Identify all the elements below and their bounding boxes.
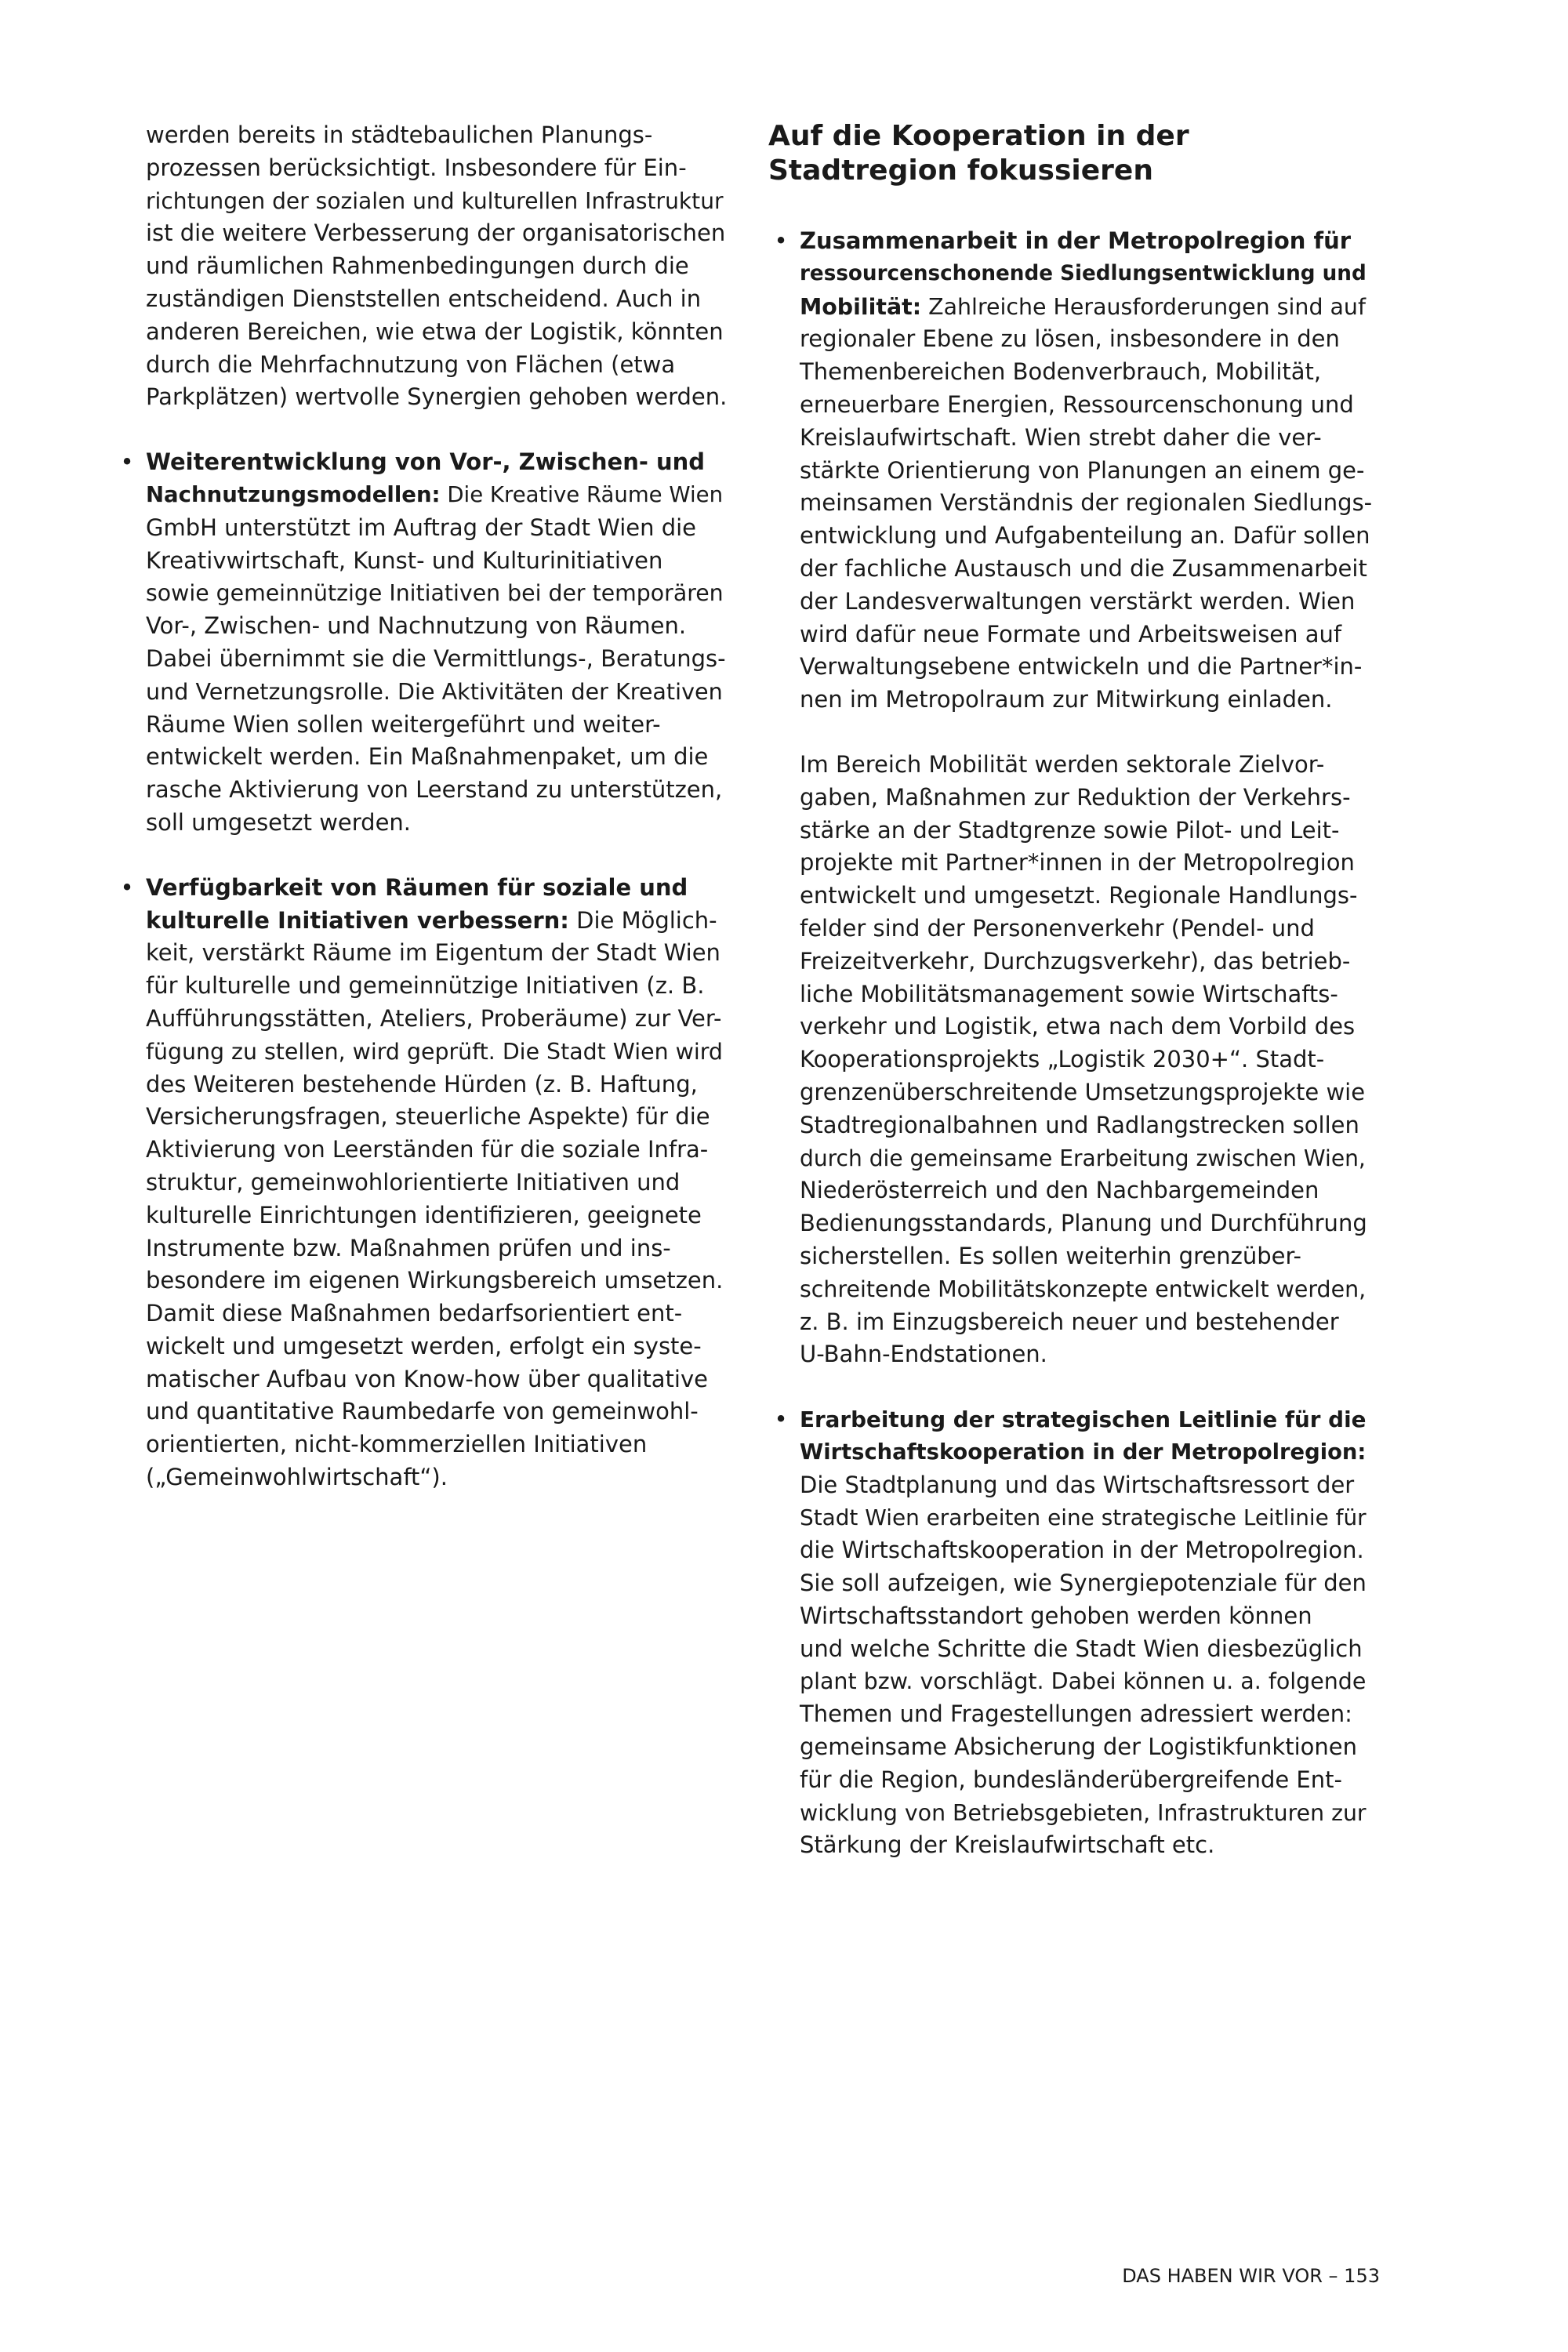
text-line: orientierten, nicht-kommerziellen Initiativen — [146, 1431, 648, 1458]
text-line: gemeinsame Absicherung der Logistikfunktionen — [800, 1733, 1357, 1761]
text-line: sicherstellen. Es sollen weiterhin grenzüber- — [800, 1242, 1301, 1269]
text-line: rasche Aktivierung von Leerstand zu unterstützen, — [146, 776, 723, 804]
text-line: Sie soll aufzeigen, wie Synergiepotenziale für den — [800, 1570, 1367, 1597]
text-line: für die Region, bundesländerübergreifende Ent- — [800, 1766, 1342, 1793]
intro-paragraph — [146, 119, 729, 414]
text-line: und räumlichen Rahmenbedingungen durch die — [146, 252, 689, 280]
text-line: soll umgesetzt werden. — [146, 808, 412, 836]
text-line: Aufführungsstätten, Ateliers, Proberäume) zur Ver- — [146, 1004, 722, 1032]
text-line: Vor-, Zwischen- und Nachnutzung von Räumen. — [146, 612, 687, 640]
text-line: („Gemeinwohlwirtschaft“). — [146, 1464, 448, 1491]
text-line: Dabei übernimmt sie die Vermittlungs-, Beratungs- — [146, 644, 726, 672]
bullet-mixed-line — [146, 905, 729, 938]
text-line: grenzenüberschreitende Umsetzungsprojekte wie — [800, 1078, 1366, 1105]
text-line: Instrumente bzw. Maßnahmen prüfen und ins- — [146, 1234, 671, 1261]
text-line: besondere im eigenen Wirkungsbereich umsetzen. — [146, 1267, 724, 1294]
text-line: und welche Schritte die Stadt Wien diesbezüglich — [800, 1635, 1363, 1662]
text-line: prozessen berücksichtigt. Insbesondere für Ein- — [146, 154, 687, 181]
text-line: Themen und Fragestellungen adressiert werden: — [800, 1700, 1352, 1728]
text-line: der Landesverwaltungen verstärkt werden. Wien — [800, 587, 1356, 615]
bullet-text-start: Zahlreiche Herausforderungen sind auf — [921, 293, 1366, 320]
bullet-dot: • — [120, 448, 134, 476]
text-line: Freizeitverkehr, Durchzugsverkehr), das betrieb- — [800, 947, 1351, 975]
bullet-text-start: Die Möglich- — [568, 906, 717, 934]
text-line: Versicherungsfragen, steuerliche Aspekte) für die — [146, 1103, 710, 1131]
text-line: matischer Aufbau von Know-how über qualitative — [146, 1365, 708, 1392]
text-line: anderen Bereichen, wie etwa der Logistik, könnten — [146, 318, 724, 345]
bullet-mixed-line — [800, 291, 1372, 324]
text-line: Kreislaufwirtschaft. Wien strebt daher die ver- — [800, 423, 1322, 451]
text-line: meinsamen Verständnis der regionalen Siedlungs- — [800, 489, 1373, 517]
section-heading — [768, 119, 1372, 188]
bullet-dot: • — [774, 1406, 788, 1433]
text-line: Bedienungsstandards, Planung und Durchführung — [800, 1210, 1367, 1237]
text-line: richtungen der sozialen und kulturellen Infrastruktur — [146, 187, 724, 214]
text-line: des Weiteren bestehende Hürden (z. B. Haftung, — [146, 1070, 698, 1098]
text-line: erneuerbare Energien, Ressourcenschonung und — [800, 390, 1354, 418]
text-line: wickelt und umgesetzt werden, erfolgt ein syste- — [146, 1332, 702, 1359]
text-line: Stadt Wien erarbeiten eine strategische Leitlinie für — [800, 1504, 1367, 1531]
right-column — [768, 119, 1372, 1862]
text-line: Im Bereich Mobilität werden sektorale Zielvor- — [800, 750, 1325, 778]
text-line: Stärkung der Kreislaufwirtschaft etc. — [800, 1831, 1215, 1859]
bullet-vor-zwischen-nachnutzung — [120, 446, 729, 840]
text-line: der fachliche Austausch und die Zusammenarbeit — [800, 554, 1367, 582]
text-line: verkehr und Logistik, etwa nach dem Vorbild des — [800, 1013, 1356, 1040]
bullet-title-line: Wirtschaftskooperation in der Metropolregion: — [800, 1439, 1367, 1465]
text-line: entwickelt werden. Ein Maßnahmenpaket, um die — [146, 743, 709, 771]
heading-line: Stadtregion fokussieren — [768, 154, 1153, 187]
bullet-title-line: Verfügbarkeit von Räumen für soziale und — [146, 873, 688, 901]
bullet-title-line: Weiterentwicklung von Vor-, Zwischen- und — [146, 448, 706, 476]
text-line: durch die gemeinsame Erarbeitung zwischen Wien, — [800, 1145, 1366, 1171]
text-line: wicklung von Betriebsgebieten, Infrastrukturen zur — [800, 1799, 1367, 1826]
text-line: projekte mit Partner*innen in der Metropolregion — [800, 849, 1355, 877]
text-line: Verwaltungsebene entwickeln und die Partner*in- — [800, 653, 1363, 681]
text-line: für kulturelle und gemeinnützige Initiativen (z. B. — [146, 972, 705, 1000]
text-line: ist die weitere Verbesserung der organisatorischen — [146, 220, 726, 247]
text-line: durch die Mehrfachnutzung von Flächen (etwa — [146, 350, 676, 378]
page-footer: DAS HABEN WIR VOR – 153 — [1122, 2265, 1380, 2287]
bullet-title-line: ressourcenschonende Siedlungsentwicklung und — [800, 261, 1367, 285]
bullet-title-end: kulturelle Initiativen verbessern: — [146, 906, 569, 934]
text-line: wird dafür neue Formate und Arbeitsweisen auf — [800, 620, 1342, 648]
text-line: kulturelle Einrichtungen identifizieren, geeignete — [146, 1201, 702, 1229]
text-line: werden bereits in städtebaulichen Planungs- — [146, 122, 653, 148]
text-line: struktur, gemeinwohlorientierte Initiativen und — [146, 1168, 681, 1196]
text-line: U-Bahn-Endstationen. — [800, 1341, 1047, 1368]
text-line: stärke an der Stadtgrenze sowie Pilot- und Leit- — [800, 816, 1340, 844]
text-line: Kooperationsprojekts „Logistik 2030+“. Stadt- — [800, 1046, 1325, 1073]
text-line: Parkplätzen) wertvolle Synergien gehoben werden. — [146, 383, 728, 411]
text-line: liche Mobilitätsmanagement sowie Wirtschafts- — [800, 980, 1338, 1007]
text-line: entwickelt und umgesetzt. Regionale Handlungs- — [800, 882, 1358, 909]
text-line: Die Stadtplanung und das Wirtschaftsressort der — [800, 1471, 1355, 1498]
text-line: zuständigen Dienststellen entscheidend. Auch in — [146, 285, 702, 312]
text-line: GmbH unterstützt im Auftrag der Stadt Wien die — [146, 514, 697, 541]
bullet-verfuegbarkeit-raeume — [120, 872, 729, 1494]
text-line: plant bzw. vorschlägt. Dabei können u. a. folgende — [800, 1668, 1367, 1695]
text-line: Räume Wien sollen weitergeführt und weiter- — [146, 710, 661, 738]
text-line: und quantitative Raumbedarfe von gemeinwohl- — [146, 1398, 699, 1425]
text-line: schreitende Mobilitätskonzepte entwickelt werden, — [800, 1276, 1367, 1302]
bullet-mixed-line — [146, 479, 729, 512]
text-line: gaben, Maßnahmen zur Reduktion der Verkehrs- — [800, 783, 1351, 811]
text-line: regionaler Ebene zu lösen, insbesondere in den — [800, 325, 1340, 353]
bullet-title-end: Mobilität: — [800, 293, 922, 320]
bullet-title-line: Erarbeitung der strategischen Leitlinie für die — [800, 1406, 1367, 1433]
bullet-strategische-leitlinie — [768, 1403, 1372, 1862]
bullet-title-end: Nachnutzungsmodellen: — [146, 481, 441, 507]
text-line: entwicklung und Aufgabenteilung an. Dafür sollen — [800, 522, 1370, 550]
left-column — [120, 119, 729, 1494]
text-line: Aktivierung von Leerständen für die soziale Infra- — [146, 1136, 709, 1163]
bullet-dot: • — [774, 227, 788, 254]
text-line: nen im Metropolraum zur Mitwirkung einladen. — [800, 686, 1333, 713]
bullet-dot: • — [120, 873, 134, 901]
bullet-title-line: Zusammenarbeit in der Metropolregion für — [800, 227, 1352, 254]
text-line: sowie gemeinnützige Initiativen bei der temporären — [146, 580, 724, 607]
text-line: keit, verstärkt Räume im Eigentum der Stadt Wien — [146, 939, 720, 967]
text-line: Stadtregionalbahnen und Radlangstrecken sollen — [800, 1111, 1359, 1138]
heading-line: Auf die Kooperation in der — [768, 120, 1189, 152]
text-line: Kreativwirtschaft, Kunst- und Kulturinitiativen — [146, 546, 663, 574]
text-line: stärkte Orientierung von Planungen an einem ge- — [800, 456, 1365, 484]
bullet-text-start: Die Kreative Räume Wien — [440, 481, 724, 507]
text-line: Niederösterreich und den Nachbargemeinden — [800, 1177, 1319, 1204]
text-line: z. B. im Einzugsbereich neuer und bestehender — [800, 1308, 1339, 1335]
text-line: Damit diese Maßnahmen bedarfsorientiert ent- — [146, 1300, 683, 1327]
text-line: und Vernetzungsrolle. Die Aktivitäten der Kreativen — [146, 677, 723, 705]
bullet-zusammenarbeit-metropolregion — [768, 225, 1372, 717]
mobility-paragraph — [768, 749, 1372, 1371]
text-line: die Wirtschaftskooperation in der Metropolregion. — [800, 1537, 1364, 1564]
text-line: Wirtschaftsstandort gehoben werden können — [800, 1602, 1312, 1629]
text-line: Themenbereichen Bodenverbrauch, Mobilität, — [800, 358, 1322, 386]
text-line: felder sind der Personenverkehr (Pendel- und — [800, 914, 1315, 942]
text-line: fügung zu stellen, wird geprüft. Die Stadt Wien wird — [146, 1038, 723, 1065]
